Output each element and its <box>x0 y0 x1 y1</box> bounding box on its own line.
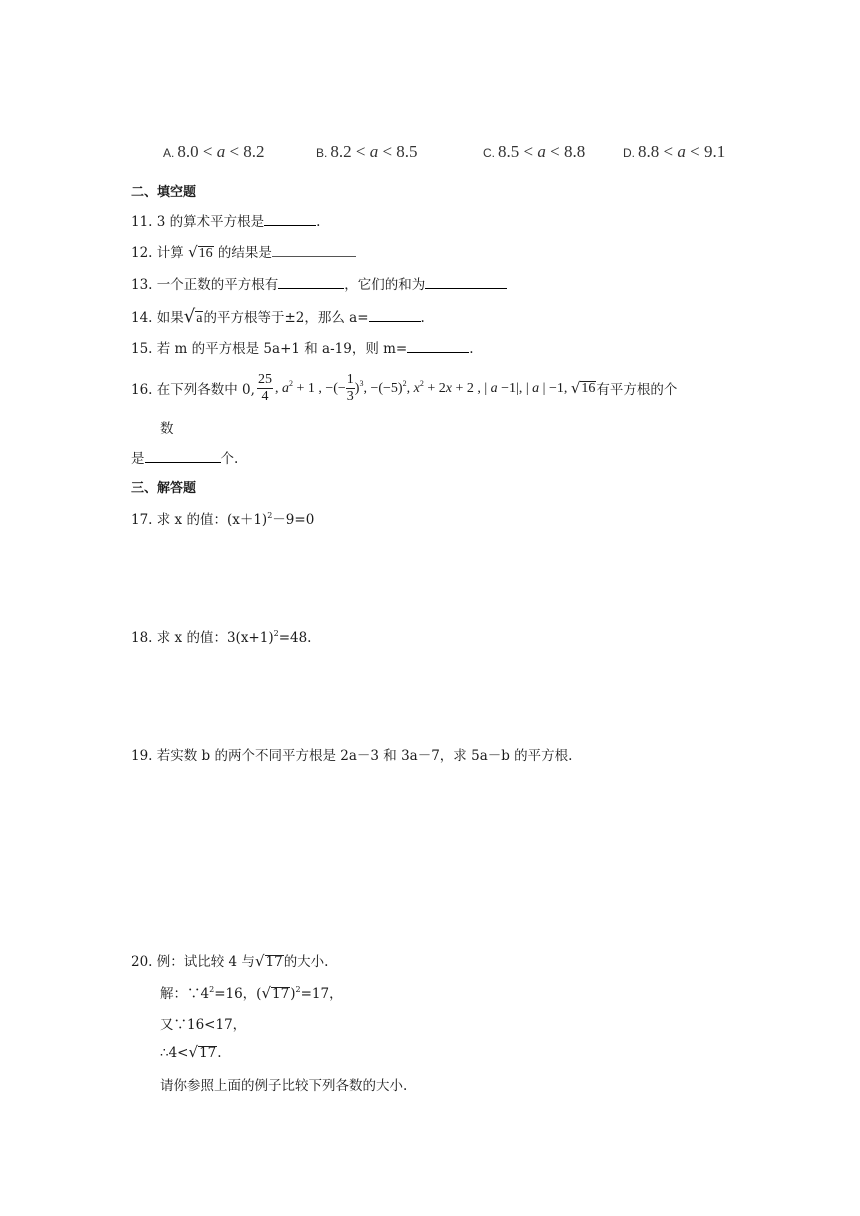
section-title-fill-blank: 二、填空题 <box>131 185 197 200</box>
radical-icon: √ <box>254 952 265 970</box>
solution-line-3: ∴4<√17. <box>160 1043 222 1061</box>
question-16: 16. 在下列各数中 0, $\frac{25}{4}$ , $a^2 + 1$ , −(− $\frac{1}{3}$ )$^3$, $-(-5)^2$, $x^2 + 2x + 2$ , | a −1|, | a | −1, √ 16 有平方根的个 <box>131 372 678 404</box>
question-14: 14. 如果√a的平方根等于±2，那么 a= . <box>131 306 425 327</box>
question-16-answer: 是 个. <box>131 447 238 467</box>
question-11: 11. 3 的算术平方根是 . <box>131 210 320 230</box>
radical-icon: √ <box>570 379 581 397</box>
question-18: 18. 求 x 的值：$3(x+1)^2=48$. <box>131 629 312 646</box>
answer-blank <box>145 448 221 463</box>
solution-line-1: 解：$\because 4^2=16$，$(√17)^2=17$， <box>160 984 343 1002</box>
question-12: 12. 计算 √16 的结果是 <box>131 241 356 261</box>
option-c: C. 8.5 < a < 8.8 <box>483 142 586 161</box>
option-b: B. 8.2 < a < 8.5 <box>316 142 418 161</box>
question-13: 13. 一个正数的平方根有 ，它们的和为 <box>131 273 507 293</box>
section-title-solve: 三、解答题 <box>131 481 197 496</box>
radical-icon: √ <box>188 1043 199 1061</box>
option-d: D. 8.8 < a < 9.1 <box>623 142 726 161</box>
radical-icon: √ <box>188 243 198 261</box>
answer-blank <box>425 274 507 289</box>
solution-line-4: 请你参照上面的例子比较下列各数的大小. <box>160 1078 408 1094</box>
answer-blank <box>264 211 316 226</box>
solution-line-2: 又∵16<17， <box>160 1017 247 1033</box>
answer-blank <box>407 338 469 353</box>
question-19: 19. 若实数 b 的两个不同平方根是 2a－3 和 3a－7，求 5a－b 的平方根. <box>131 748 573 764</box>
fraction: $\frac{25}{4}$ <box>257 372 272 404</box>
radical-icon: √ <box>183 306 196 327</box>
fraction: $\frac{1}{3}$ <box>346 372 354 404</box>
option-a: A. 8.0 < a < 8.2 <box>163 142 265 161</box>
answer-blank <box>272 242 356 257</box>
answer-blank <box>369 307 421 322</box>
question-17: 17. 求 x 的值：$(x+1)^2-9=0$ <box>131 511 315 528</box>
radical-icon: √ <box>261 984 272 1002</box>
question-16-continued: 数 <box>160 421 174 437</box>
answer-blank <box>278 274 344 289</box>
question-15: 15. 若 m 的平方根是 5a+1 和 a-19，则 m= . <box>131 337 474 357</box>
question-20: 20. 例：试比较 4 与√17的大小. <box>131 952 329 970</box>
